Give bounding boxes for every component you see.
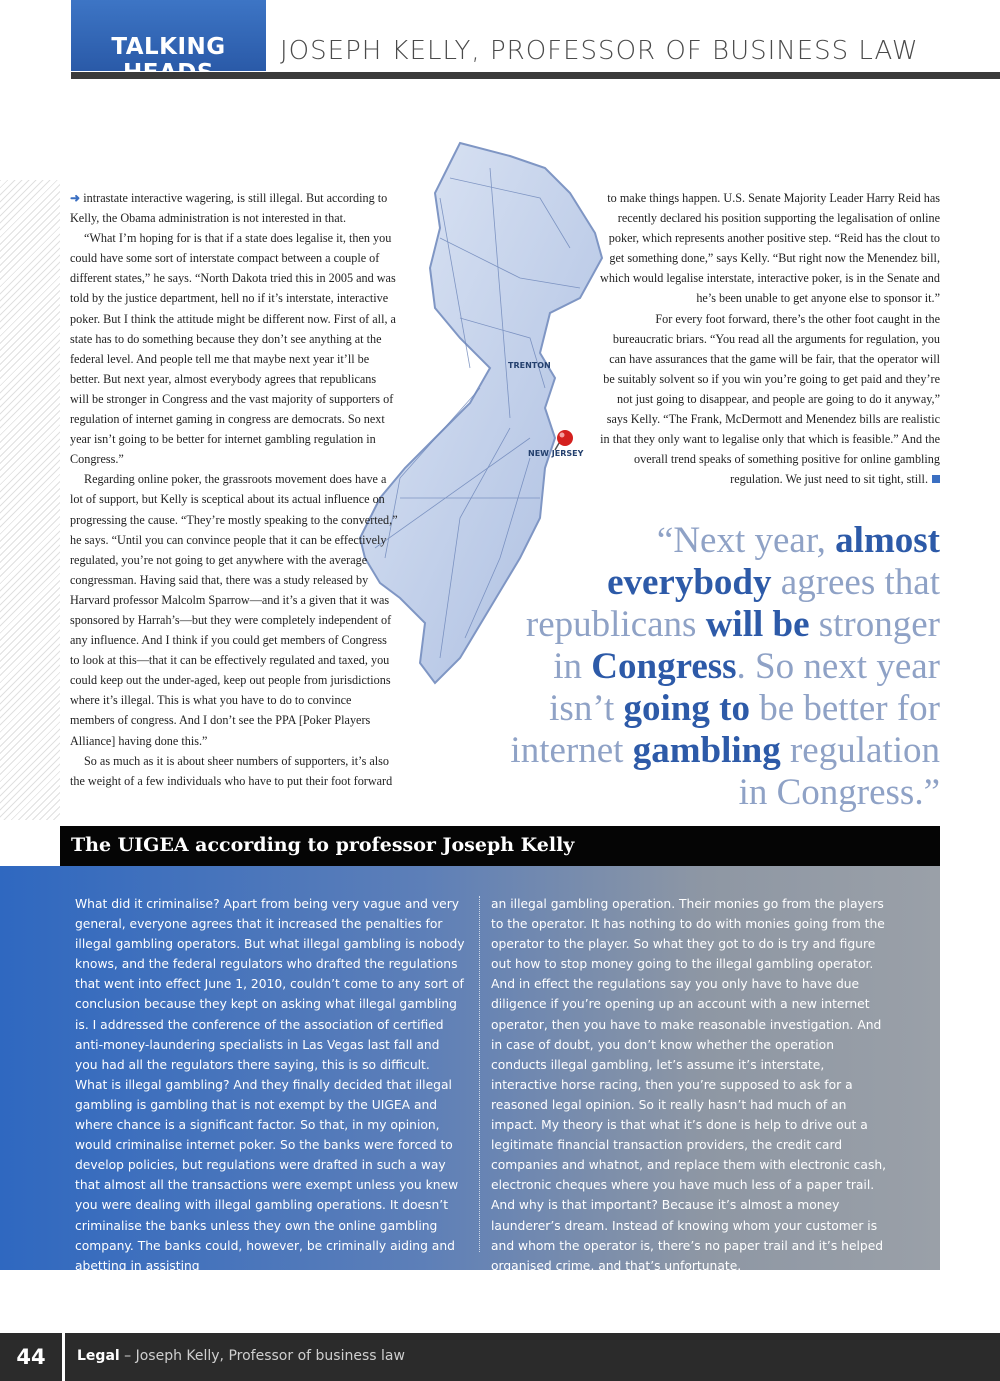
decorative-hatch [0,180,60,820]
pullquote-emphasis: Congress [591,646,737,687]
pullquote-emphasis: almost [835,520,940,561]
pullquote-part: agrees that republicans [525,562,940,645]
footer-subtitle: – Joseph Kelly, Professor of business law [119,1348,405,1364]
pullquote-emphasis: gambling [632,730,781,771]
column-divider [479,896,480,1252]
map-city-label: TRENTON [508,361,551,370]
pushpin-icon [555,430,573,450]
header-rule [71,72,1000,79]
article-right-column [598,188,940,489]
footer-section: Legal [77,1348,120,1364]
page-footer [0,1333,1000,1381]
sidebar-box-header [60,826,940,866]
article-paragraph: So as much as it is about sheer numbers of supporters, it’s also the weight of a few individuals who have to put their foot forward [70,753,393,788]
article-paragraph [70,188,398,228]
pullquote-part: regulation in Congress.” [738,730,940,813]
pullquote-emphasis: everybody [607,562,772,603]
section-tag-label: TALKING [111,34,226,60]
end-mark-icon [932,475,940,483]
page-title: JOSEPH KELLY, PROFESSOR OF BUSINESS LAW [280,36,919,66]
sidebar-left-column: What did it criminalise? Apart from being very vague and very general, everyone agrees that it increased the penalties for illegal gambling operators. But what illegal gambling is nobody knows, and the federal regulators who drafted the regulations that went into effect June 1, 2010, couldn’t come to any sort of conclusion because they kept on asking what illegal gambling is. I addressed the conference of the association of certified anti-money-laundering specialists in Las Vegas last fall and you had all the regulators there saying, this is so difficult. What is illegal gambling? And they finally decided that illegal gambling is gambling that is not exempt by the UIGEA and where chance is a significant factor. So that, in my opinion, would criminalise internet poker. So the banks were forced to develop policies, but regulations were drafted in such a way that almost all the transactions were exempt unless you knew you were dealing with illegal gambling operations. It doesn’t criminalise the banks unless they own the online gambling company. The banks could, however, be criminally aiding and abetting in assisting [75,897,465,1273]
section-tag [71,0,266,71]
article-paragraph-text: intrastate interactive wagering, is still illegal. But according to Kelly, the Obama administration is not interested in that. [70,191,388,226]
pull-quote [505,520,940,814]
map-state-label: NEW JERSEY [528,449,584,458]
article-paragraph: to make things happen. U.S. Senate Majority Leader Harry Reid has recently declared his position supporting the legalisation of online poker, which represents another positive step. “Reid has the clout to get something done,” says Kelly. “But right now the Menendez bill, which would legalise interstate, interactive poker, is in the Senate and he’s been unable to get anyone else to sponsor it.” [600,191,940,306]
article-paragraph-text: For every foot forward, there’s the other foot caught in the bureaucratic briars. “You read all the arguments for regulation, you can have assurances that the game will be fair, that the operator will be suitably solvent so if you win you’re going to get paid and they’re not just going to disappear, and people are going to do it anyway,” says Kelly. “The Frank, McDermott and Menendez bills are realistic in that they only want to legalise only that which is feasible.” And the overall trend speaks of something positive for online gambling regulation. We just need to sit tight, still. [600,311,940,487]
article-paragraph [598,309,940,490]
footer-separator [62,1333,65,1381]
pullquote-part: stronger in [553,604,940,687]
pullquote-part: . So next year isn’t [549,646,940,729]
page-number: 44 [16,1345,46,1369]
sidebar-box [0,866,940,1273]
pullquote-part: “Next year, [656,520,836,561]
article-paragraph: “What I’m hoping for is that if a state does legalise it, then you could have some sort of interstate compact between a couple of different states,” he says. “North Dakota tried this in 2005 and was told by the justice department, hell no if it’s interstate, interactive poker. But I think the attitude might be different now. First of all, a state has to do something because they don’t see anything at the federal level. And people tell me that maybe next year it’ll be better. But next year, almost everybody agrees that republicans will be stronger in Congress and the vast majority of supporters of regulation of internet gaming in congress are democrats. So next year isn’t going to be better for internet gambling regulation in Congress.” [70,231,396,467]
sidebar-right-column: an illegal gambling operation. Their monies go from the players to the operator. It has nothing to do with monies going from the operator to the player. So what they got to do is try and figure out how to stop money going to the illegal gambling operator. And in effect the regulations say you only have to have due diligence if you’re opening up an account with a new internet operator, then you have to make reasonable investigation. And in case of doubt, you don’t know whether the operation conducts illegal gambling, let’s assume it’s interstate, interactive horse racing, then you’re supposed to ask for a reasoned legal opinion. So it really hasn’t had much of an impact. My theory is that what it’s done is help to drive out a legitimate financial transaction providers, the credit card companies and whatnot, and replace them with electronic cash, electronic cheques where you have much less of a paper trail. And why is that important? Because it’s almost a money launderer’s dream. Instead of knowing whom your customer is and whom the operator is, there’s no paper trail and it’s helped organised crime, and that’s unfortunate. [491,897,887,1273]
article-left-column [70,188,398,791]
pullquote-emphasis: going to [623,688,750,729]
continue-arrow-icon: ➜ [70,191,84,205]
pullquote-part: be better for internet [510,688,940,771]
pullquote-emphasis: will be [705,604,810,645]
sidebar-box-title: The UIGEA according to professor Joseph Kelly [71,834,575,856]
footer-caption [77,1348,405,1364]
article-paragraph: Regarding online poker, the grassroots movement does have a lot of support, but Kelly is sceptical about its actual influence on progressing the cause. “They’re mostly speaking to the converted,” he says. “Until you can convince people that it can be effectively regulated, you’re not going to get anywhere with the average congressman. Having said that, there was a study released by Harvard professor Malcolm Sparrow—and it’s a given that it was sponsored by Harrah’s—but they were completely independent of any influence. And I think if you could get members of Congress to look at this—that it can be effectively regulated and taxed, you could keep out the under-aged, keep out people from jurisdictions where it’s illegal. This is what you have to do to convince members of congress. And I don’t see the PPA [Poker Players Alliance] having done this.” [70,472,398,748]
